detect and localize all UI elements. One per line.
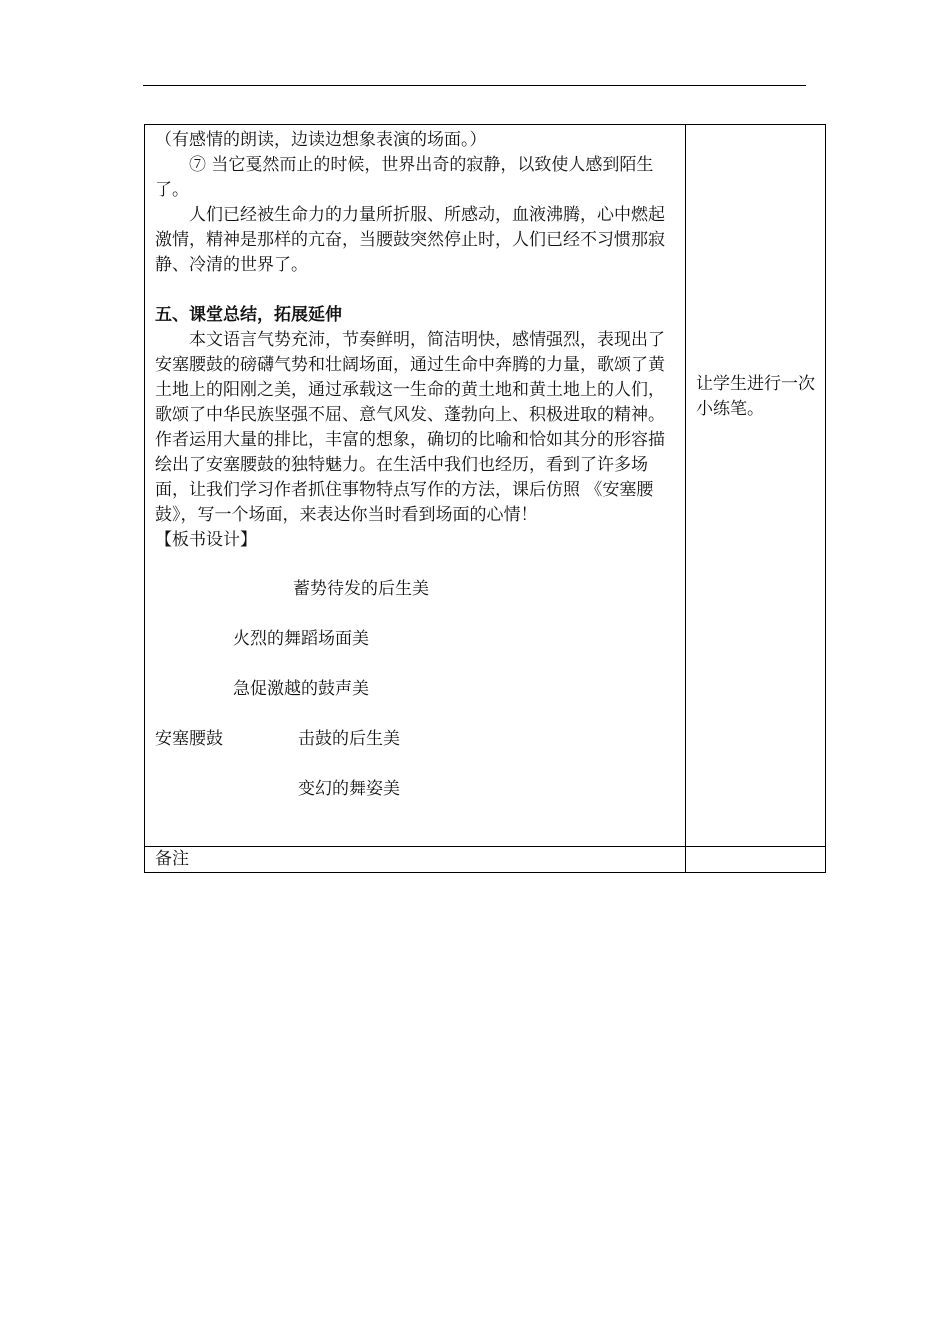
lesson-row — [145, 125, 826, 847]
paragraph-7: ⑦ 当它戛然而止的时候，世界出奇的寂静，以致使人感到陌生了。 — [155, 155, 654, 200]
remarks-row — [145, 847, 826, 873]
blank-line — [155, 278, 675, 303]
board-item-3: 急促激越的鼓声美 — [233, 679, 369, 699]
board-item-2: 火烈的舞蹈场面美 — [233, 629, 369, 649]
board-item-4: 击鼓的后生美 — [298, 729, 400, 749]
board-root: 安塞腰鼓 — [155, 729, 223, 749]
section-heading: 五、课堂总结，拓展延伸 — [155, 305, 342, 325]
board-item-1: 蓄势待发的后生美 — [293, 579, 429, 599]
lesson-table — [144, 124, 826, 873]
paragraph-explanation: 人们已经被生命力的力量所折服、所感动，血液沸腾，心中燃起激情，精神是那样的亢奋，当腰鼓突然停止时，人们已经不习惯那寂静、冷清的世界了。 — [155, 205, 665, 275]
summary-paragraph: 本文语言气势充沛，节奏鲜明，简洁明快，感情强烈，表现出了安塞腰鼓的磅礴气势和壮阔场面，通过生命中奔腾的力量，歌颂了黄土地上的阳刚之美，通过承载这一生命的黄土地和黄土地上的人们，歌颂了中华民族坚强不屈、意气风发、蓬勃向上、积极进取的精神。作者运用大量的排比，丰富的想象，确切的比喻和恰如其分的形容描绘出了安塞腰鼓的独特魅力。在生活中我们也经历，看到了许多场面，让我们学习作者抓住事物特点写作的方法，课后仿照 《安塞腰鼓》，写一个场面，来表达你当时看到场面的心情！ — [155, 330, 665, 525]
board-heading: 【板书设计】 — [155, 530, 257, 550]
reading-instruction: （有感情的朗读，边读边想象表演的场面。） — [155, 130, 487, 150]
board-design — [155, 553, 675, 803]
board-item-5: 变幻的舞姿美 — [298, 779, 400, 799]
remarks-value-cell — [686, 847, 826, 873]
side-note-cell — [686, 125, 826, 847]
side-note: 让学生进行一次小练笔。 — [696, 374, 815, 419]
remarks-label: 备注 — [155, 849, 189, 869]
lesson-content-cell — [145, 125, 686, 847]
header-rule — [143, 85, 806, 86]
lesson-content — [145, 125, 685, 803]
remarks-label-cell — [145, 847, 686, 873]
